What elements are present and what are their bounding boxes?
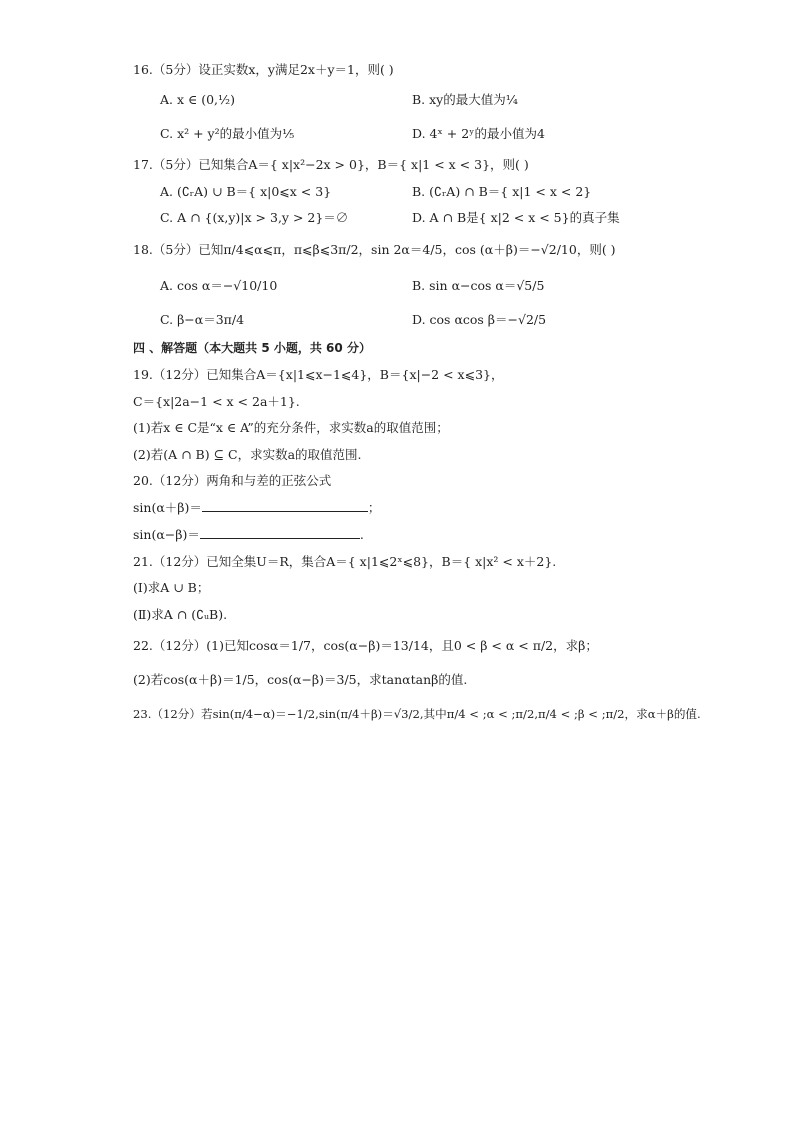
q20-sum-end: ； xyxy=(367,500,381,515)
q16-stem: 16.（5分）设正实数x，y满足2x＋y＝1，则( ) xyxy=(133,62,394,77)
q18-option-d: D. cos αcos β＝−√2/5 xyxy=(412,312,547,327)
q21-part-1: (Ⅰ)求A ∪ B； xyxy=(133,580,210,595)
q16-option-d: D. 4ˣ + 2ʸ的最小值为4 xyxy=(412,126,545,141)
q20-diff-line xyxy=(133,527,364,543)
q23-line-1: 23.（12分）若sin(π/4−α)＝−1/2,sin(π/4＋β)＝√3/2,其中π/4 < ;α < ;π/2,π/4 < ;β < ;π/2，求α＋β的值. xyxy=(133,707,701,721)
q17-option-d: D. A ∩ B是{ x|2 < x < 5}的真子集 xyxy=(412,210,620,225)
q20-stem: 20.（12分）两角和与差的正弦公式 xyxy=(133,473,332,488)
q22-line-2: (2)若cos(α＋β)＝1/5，cos(α−β)＝3/5，求tanαtanβ的值. xyxy=(133,672,468,687)
q20-diff-blank xyxy=(200,527,360,539)
q19-part-2: (2)若(A ∩ B) ⊆ C，求实数a的取值范围. xyxy=(133,447,362,462)
q21-stem: 21.（12分）已知全集U＝R，集合A＝{ x|1⩽2ˣ⩽8}，B＝{ x|x² < x＋2}. xyxy=(133,554,557,569)
q17-stem: 17.（5分）已知集合A＝{ x|x²−2x > 0}，B＝{ x|1 < x < 3}，则( ) xyxy=(133,157,529,172)
q20-sum-label: sin(α＋β)＝ xyxy=(133,500,202,515)
q20-diff-end: . xyxy=(359,527,364,542)
q16-option-a: A. x ∈ (0,½) xyxy=(160,92,236,107)
section-heading: 四 、解答题（本大题共 5 小题，共 60 分） xyxy=(133,341,371,355)
q17-option-a: A. (∁ᵣA) ∪ B＝{ x|0⩽x < 3} xyxy=(160,184,332,199)
q19-line-2: C＝{x|2a−1 < x < 2a＋1}. xyxy=(133,394,300,409)
q17-option-c: C. A ∩ {(x,y)|x > 3,y > 2}＝∅ xyxy=(160,210,349,225)
q20-sum-line xyxy=(133,500,380,516)
q20-diff-label: sin(α−β)＝ xyxy=(133,527,200,542)
q17-option-b: B. (∁ᵣA) ∩ B＝{ x|1 < x < 2} xyxy=(412,184,592,199)
q16-option-c: C. x² + y²的最小值为⅕ xyxy=(160,126,295,141)
q21-part-2: (Ⅱ)求A ∩ (∁ᵤB). xyxy=(133,607,228,622)
q18-option-b: B. sin α−cos α＝√5/5 xyxy=(412,278,545,293)
q22-line-1: 22.（12分）(1)已知cosα＝1/7，cos(α−β)＝13/14，且0 < β < α < π/2，求β； xyxy=(133,638,598,653)
q18-option-a: A. cos α＝−√10/10 xyxy=(160,278,278,293)
q18-stem: 18.（5分）已知π/4⩽α⩽π，π⩽β⩽3π/2，sin 2α＝4/5，cos (α＋β)＝−√2/10，则( ) xyxy=(133,242,616,257)
q18-option-c: C. β−α＝3π/4 xyxy=(160,312,245,327)
q19-part-1: (1)若x ∈ C是“x ∈ A”的充分条件，求实数a的取值范围； xyxy=(133,420,449,435)
q19-line-1: 19.（12分）已知集合A＝{x|1⩽x−1⩽4}，B＝{x|−2 < x⩽3}， xyxy=(133,367,504,382)
q20-sum-blank xyxy=(202,500,368,512)
q16-option-b: B. xy的最大值为¼ xyxy=(412,92,518,107)
